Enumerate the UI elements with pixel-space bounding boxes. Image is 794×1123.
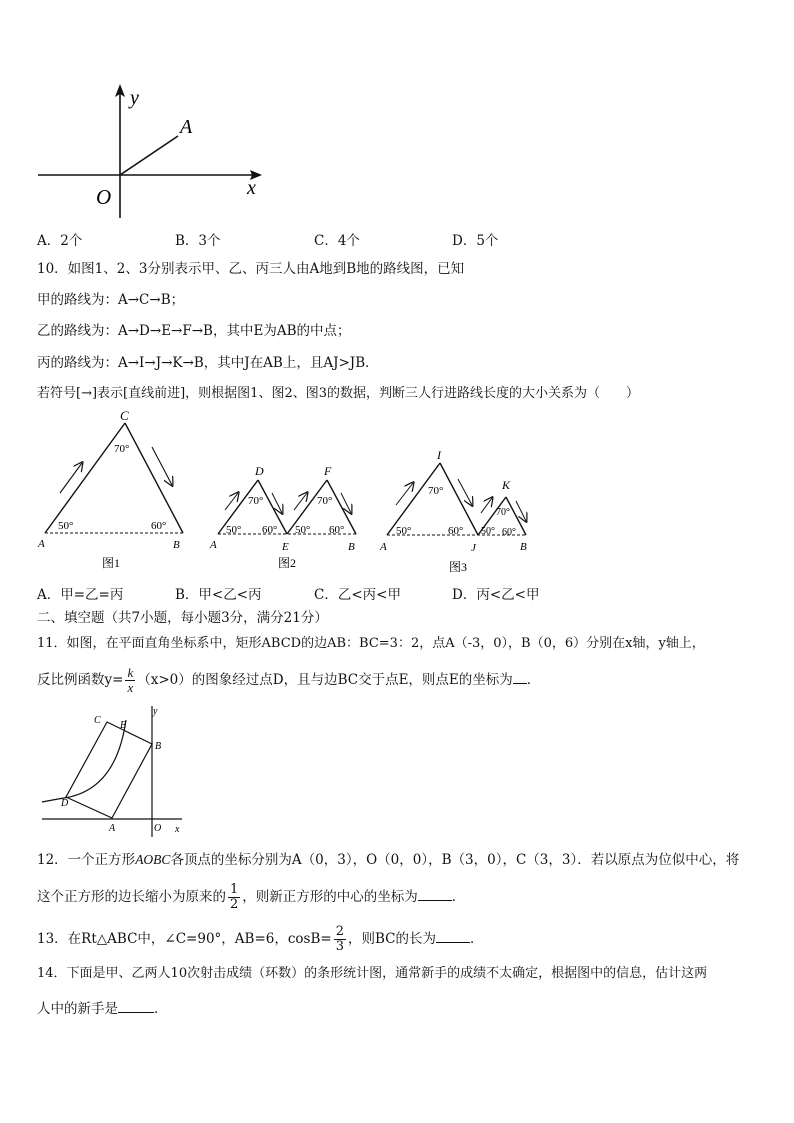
q10-option-d: D．丙<乙<甲 [452, 587, 540, 603]
fig11-a-label: A [109, 823, 116, 834]
q11-answer-blank [513, 671, 527, 684]
fig3-ai [387, 463, 440, 535]
q12-end: ． [451, 889, 466, 905]
fig3-arrow-3 [481, 498, 492, 513]
q9-option-a: A．2个 [37, 233, 83, 249]
q11-pre: 反比例函数y= [37, 672, 124, 688]
q12-post: 各顶点的坐标分别为A（0，3），O（0，0），B（3，0），C（3，3）．若以原点为位似中心，将 [170, 852, 740, 868]
q9-option-c: C．4个 [314, 233, 360, 249]
fig1-angle-left: 50° [58, 520, 74, 532]
fig3-i-label: I [437, 448, 441, 462]
q12-line2 [37, 880, 465, 914]
q12-square-name: AOBC [135, 852, 171, 867]
fig3-angle-50b: 50° [481, 526, 495, 537]
fig2-angle-50b: 50° [295, 524, 311, 536]
fig3-k-label: K [502, 478, 511, 492]
q10-line2: 甲的路线为：A→C→B； [37, 292, 185, 308]
q13-fraction-num: 2 [335, 924, 344, 939]
x-label: x [247, 177, 256, 199]
fig2-angle-60b: 60° [329, 524, 345, 536]
fig1-a-label: A [38, 538, 45, 550]
q13-line [37, 922, 484, 956]
fig1-arrow-up [60, 463, 82, 493]
fig11-c-label: C [94, 715, 101, 726]
q13-post: ，则BC的长为 [347, 931, 436, 947]
fig3-b-label: B [520, 541, 527, 553]
q11-fraction [125, 666, 135, 695]
q11-fraction-den: x [127, 680, 134, 695]
fig3-angle-60b: 60° [502, 527, 516, 538]
q10-line5: 若符号[→]表示[直线前进]，则根据图1、图2、图3的数据，判断三人行进路线长度的大小关系为（ ） [37, 386, 639, 401]
q12-pre: 12．一个正方形 [37, 852, 136, 868]
q12-line2-post: ，则新正方形的中心的坐标为 [242, 889, 418, 905]
fig3-angle-50a: 50° [396, 525, 412, 537]
fig3-caption: 图3 [449, 560, 468, 574]
fig1-ac [45, 423, 125, 533]
fig3-j-label: J [471, 542, 476, 554]
fig11-curve [42, 720, 126, 802]
route-figures [30, 405, 550, 575]
fig2-angle-d: 70° [248, 495, 264, 507]
fig1-c-label: C [120, 408, 129, 423]
q11-line1: 11．如图，在平面直角坐标系中，矩形ABCD的边AB：BC=3：2，点A（-3，0），B（0，6）分别在x轴，y轴上， [37, 636, 705, 651]
fig2-angle-f: 70° [317, 495, 333, 507]
q9-option-b: B．3个 [175, 233, 221, 249]
fig11-e-label: E [120, 720, 127, 731]
fig1-angle-top: 70° [114, 443, 130, 455]
q11-post: （x>0）的图象经过点D，且与边BC交于点E，则点E的坐标为 [137, 672, 513, 688]
q10-option-a: A．甲=乙=丙 [37, 587, 124, 603]
q14-end: ． [154, 1001, 168, 1017]
q12-line1 [37, 852, 739, 868]
figure-2 [209, 464, 356, 570]
q10-line1: 10．如图1、2、3分别表示甲、乙、丙三人由A地到B地的路线图，已知 [37, 261, 465, 277]
fig11-d-label: D [61, 798, 69, 809]
fig2-f-label: F [324, 464, 332, 478]
q10-line4: 丙的路线为：A→I→J→K→B，其中J在AB上，且AJ>JB． [37, 355, 379, 371]
fig2-a-label: A [210, 539, 217, 551]
q12-line2-pre: 这个正方形的边长缩小为原来的 [37, 889, 226, 905]
fig2-angle-50a: 50° [226, 524, 242, 536]
fig1-angle-right: 60° [151, 520, 167, 532]
q11-end: ． [526, 672, 541, 688]
q12-answer-blank [418, 888, 452, 901]
fig1-cb [125, 423, 183, 533]
q9-option-d: D．5个 [452, 233, 499, 249]
q11-fraction-num: k [127, 665, 134, 680]
fig2-arrow-1 [225, 493, 238, 510]
fig2-caption: 图2 [278, 556, 297, 570]
q12-fraction [228, 883, 240, 912]
fig3-a-label: A [380, 541, 387, 553]
q12-fraction-num: 1 [230, 882, 239, 897]
q14-answer-blank [118, 1000, 154, 1013]
fig11-x-label: x [175, 824, 180, 835]
fig3-angle-i: 70° [428, 485, 444, 497]
fig2-b-label: B [348, 541, 355, 553]
point-a-label: A [180, 116, 193, 138]
fig3-angle-k: 70° [496, 507, 510, 518]
q13-fraction [334, 925, 346, 954]
q14-line2 [37, 1000, 168, 1017]
fig2-d-label: D [255, 464, 264, 478]
figure-3 [379, 448, 527, 574]
fig11-o-label: O [154, 823, 162, 834]
fig2-angle-60a: 60° [262, 524, 278, 536]
q11-figure [36, 702, 196, 840]
q14-line2-pre: 人中的新手是 [37, 1001, 118, 1017]
q10-option-c: C．乙<丙<甲 [314, 587, 401, 603]
fig1-caption: 图1 [102, 556, 121, 570]
q13-fraction-den: 3 [335, 939, 344, 954]
fig1-b-label: B [173, 539, 180, 551]
ray-oa [120, 136, 178, 175]
fig11-y-label: y [153, 706, 158, 717]
axes-figure [30, 78, 270, 223]
q11-line2 [37, 663, 540, 697]
q10-option-b: B．甲<乙<丙 [175, 587, 262, 603]
q14-line1: 14．下面是甲、乙两人10次射击成绩（环数）的条形统计图，通常新手的成绩不太确定，根据图中的信息，估计这两 [37, 966, 708, 981]
fig2-e-label: E [282, 541, 289, 553]
fig3-angle-60a: 60° [448, 525, 464, 537]
q10-line3: 乙的路线为：A→D→E→F→B，其中E为AB的中点； [37, 323, 351, 339]
q13-end: ． [470, 931, 484, 947]
q13-pre: 13．在Rt△ABC中，∠C=90°，AB=6，cosB= [37, 931, 332, 947]
y-label: y [130, 87, 139, 109]
fig2-arrow-3 [294, 493, 307, 510]
q13-answer-blank [436, 930, 470, 943]
origin-label: O [96, 185, 112, 209]
fig3-arrow-1 [396, 483, 413, 505]
q12-fraction-den: 2 [230, 897, 239, 912]
figure-1 [37, 408, 183, 570]
fig11-b-label: B [155, 741, 162, 752]
section-2-heading: 二、填空题（共7小题，每小题3分，满分21分） [37, 610, 328, 626]
